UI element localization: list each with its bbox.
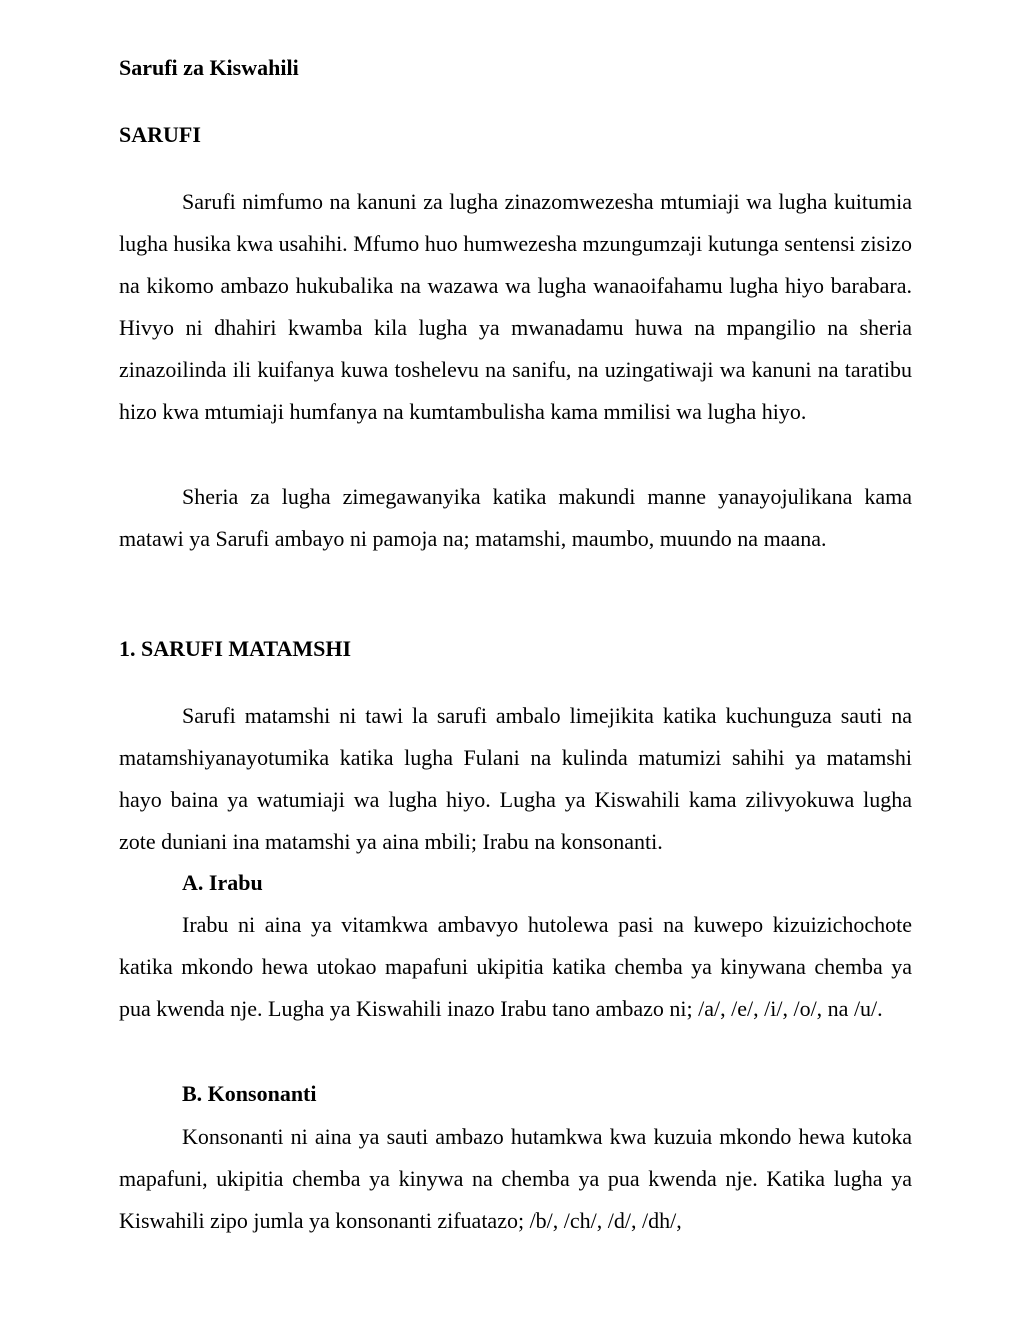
- section-heading-matamshi: 1. SARUFI MATAMSHI: [119, 636, 352, 661]
- paragraph-matamshi-intro: Sarufi matamshi ni tawi la sarufi ambalo limejikita katika kuchunguza sauti na matamshiyanayotumika katika lugha Fulani na kulinda matumizi sahihi ya matamshi hayo baina ya watumiaji wa lugha hiyo. Lugha ya Kiswahili kama zilivyokuwa lugha zote duniani ina matamshi ya aina mbili; Irabu na konsonanti.: [119, 703, 912, 854]
- subheading-konsonanti: B. Konsonanti: [182, 1081, 317, 1106]
- paragraph-konsonanti: Konsonanti ni aina ya sauti ambazo hutamkwa kwa kuzuia mkondo hewa kutoka mapafuni, ukipitia chemba ya kinywa na chemba ya pua kwenda nje. Katika lugha ya Kiswahili zipo jumla ya konsonanti zifuatazo; /b/, /ch/, /d/, /dh/,: [119, 1124, 912, 1233]
- section-heading-sarufi: SARUFI: [119, 122, 201, 147]
- paragraph-sarufi-definition: Sarufi nimfumo na kanuni za lugha zinazomwezesha mtumiaji wa lugha kuitumia lugha husika kwa usahihi. Mfumo huo humwezesha mzungumzaji kutunga sentensi zisizo na kikomo ambazo hukubalika na wazawa wa lugha wanaoifahamu lugha hiyo barabara. Hivyo ni dhahiri kwamba kila lugha ya mwanadamu huwa na mpangilio na sheria zinazoilinda ili kuifanya kuwa toshelevu na sanifu, na uzingatiwaji wa kanuni na taratibu hizo kwa mtumiaji humfanya na kumtambulisha kama mmilisi wa lugha hiyo.: [119, 189, 912, 424]
- subheading-irabu: A. Irabu: [182, 870, 263, 895]
- paragraph-irabu: Irabu ni aina ya vitamkwa ambavyo hutolewa pasi na kuwepo kizuizichochote katika mkondo hewa utokao mapafuni ukipitia katika chemba ya kinywana chemba ya pua kwenda nje. Lugha ya Kiswahili inazo Irabu tano ambazo ni; /a/, /e/, /i/, /o/, na /u/.: [119, 912, 912, 1021]
- document-title: Sarufi za Kiswahili: [119, 55, 299, 80]
- paragraph-sarufi-branches: Sheria za lugha zimegawanyika katika makundi manne yanayojulikana kama matawi ya Sarufi ambayo ni pamoja na; matamshi, maumbo, muundo na maana.: [119, 484, 912, 551]
